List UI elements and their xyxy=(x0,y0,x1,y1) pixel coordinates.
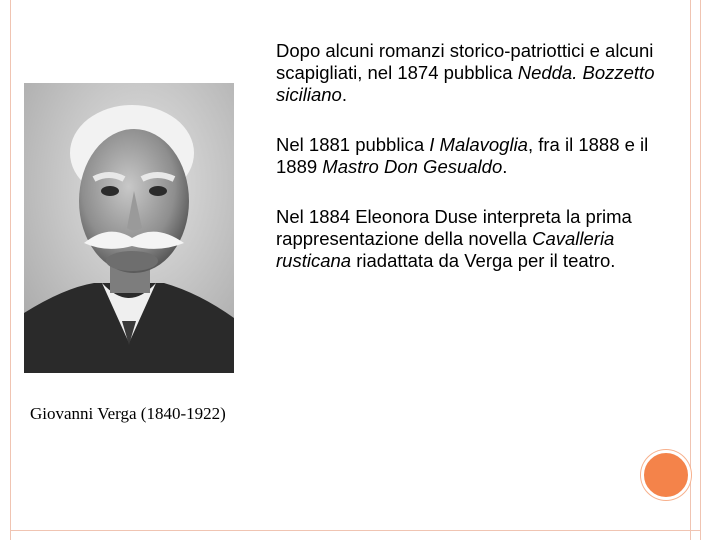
work-title-malavoglia: I Malavoglia xyxy=(429,134,528,155)
paragraph-text: riadattata da Verga per il teatro. xyxy=(351,250,616,271)
frame-bottom-line xyxy=(10,530,700,531)
body-text xyxy=(276,40,676,300)
frame-left-line xyxy=(10,0,11,540)
paragraph-text: Nel 1881 pubblica xyxy=(276,134,430,155)
paragraph-text: , fra il 1888 e il 1889 xyxy=(276,134,649,177)
paragraph-text: . xyxy=(341,84,347,105)
paragraph-malavoglia xyxy=(276,134,676,178)
paragraph-text: Dopo alcuni romanzi storico-patriottici e alcuni scapigliati, nel 1874 pubblica xyxy=(276,40,654,83)
paragraph-nedda xyxy=(276,40,676,106)
work-title-cavalleria-rusticana: Cavalleria rusticana xyxy=(276,228,615,271)
frame-right-line-outer xyxy=(690,0,691,540)
paragraph-text: Nel 1884 Eleonora Duse interpreta la prima rappresentazione della novella xyxy=(276,206,632,249)
decorative-circle xyxy=(641,450,691,500)
frame-right-line-inner xyxy=(700,0,701,540)
work-title-mastro-don-gesualdo: Mastro Don Gesualdo xyxy=(322,156,503,177)
paragraph-cavalleria xyxy=(276,206,676,272)
paragraph-text: . xyxy=(502,156,508,177)
portrait-caption: Giovanni Verga (1840-1922) xyxy=(30,404,226,423)
work-title-nedda: Nedda. Bozzetto siciliano xyxy=(276,62,655,105)
portrait-photo xyxy=(24,83,234,373)
